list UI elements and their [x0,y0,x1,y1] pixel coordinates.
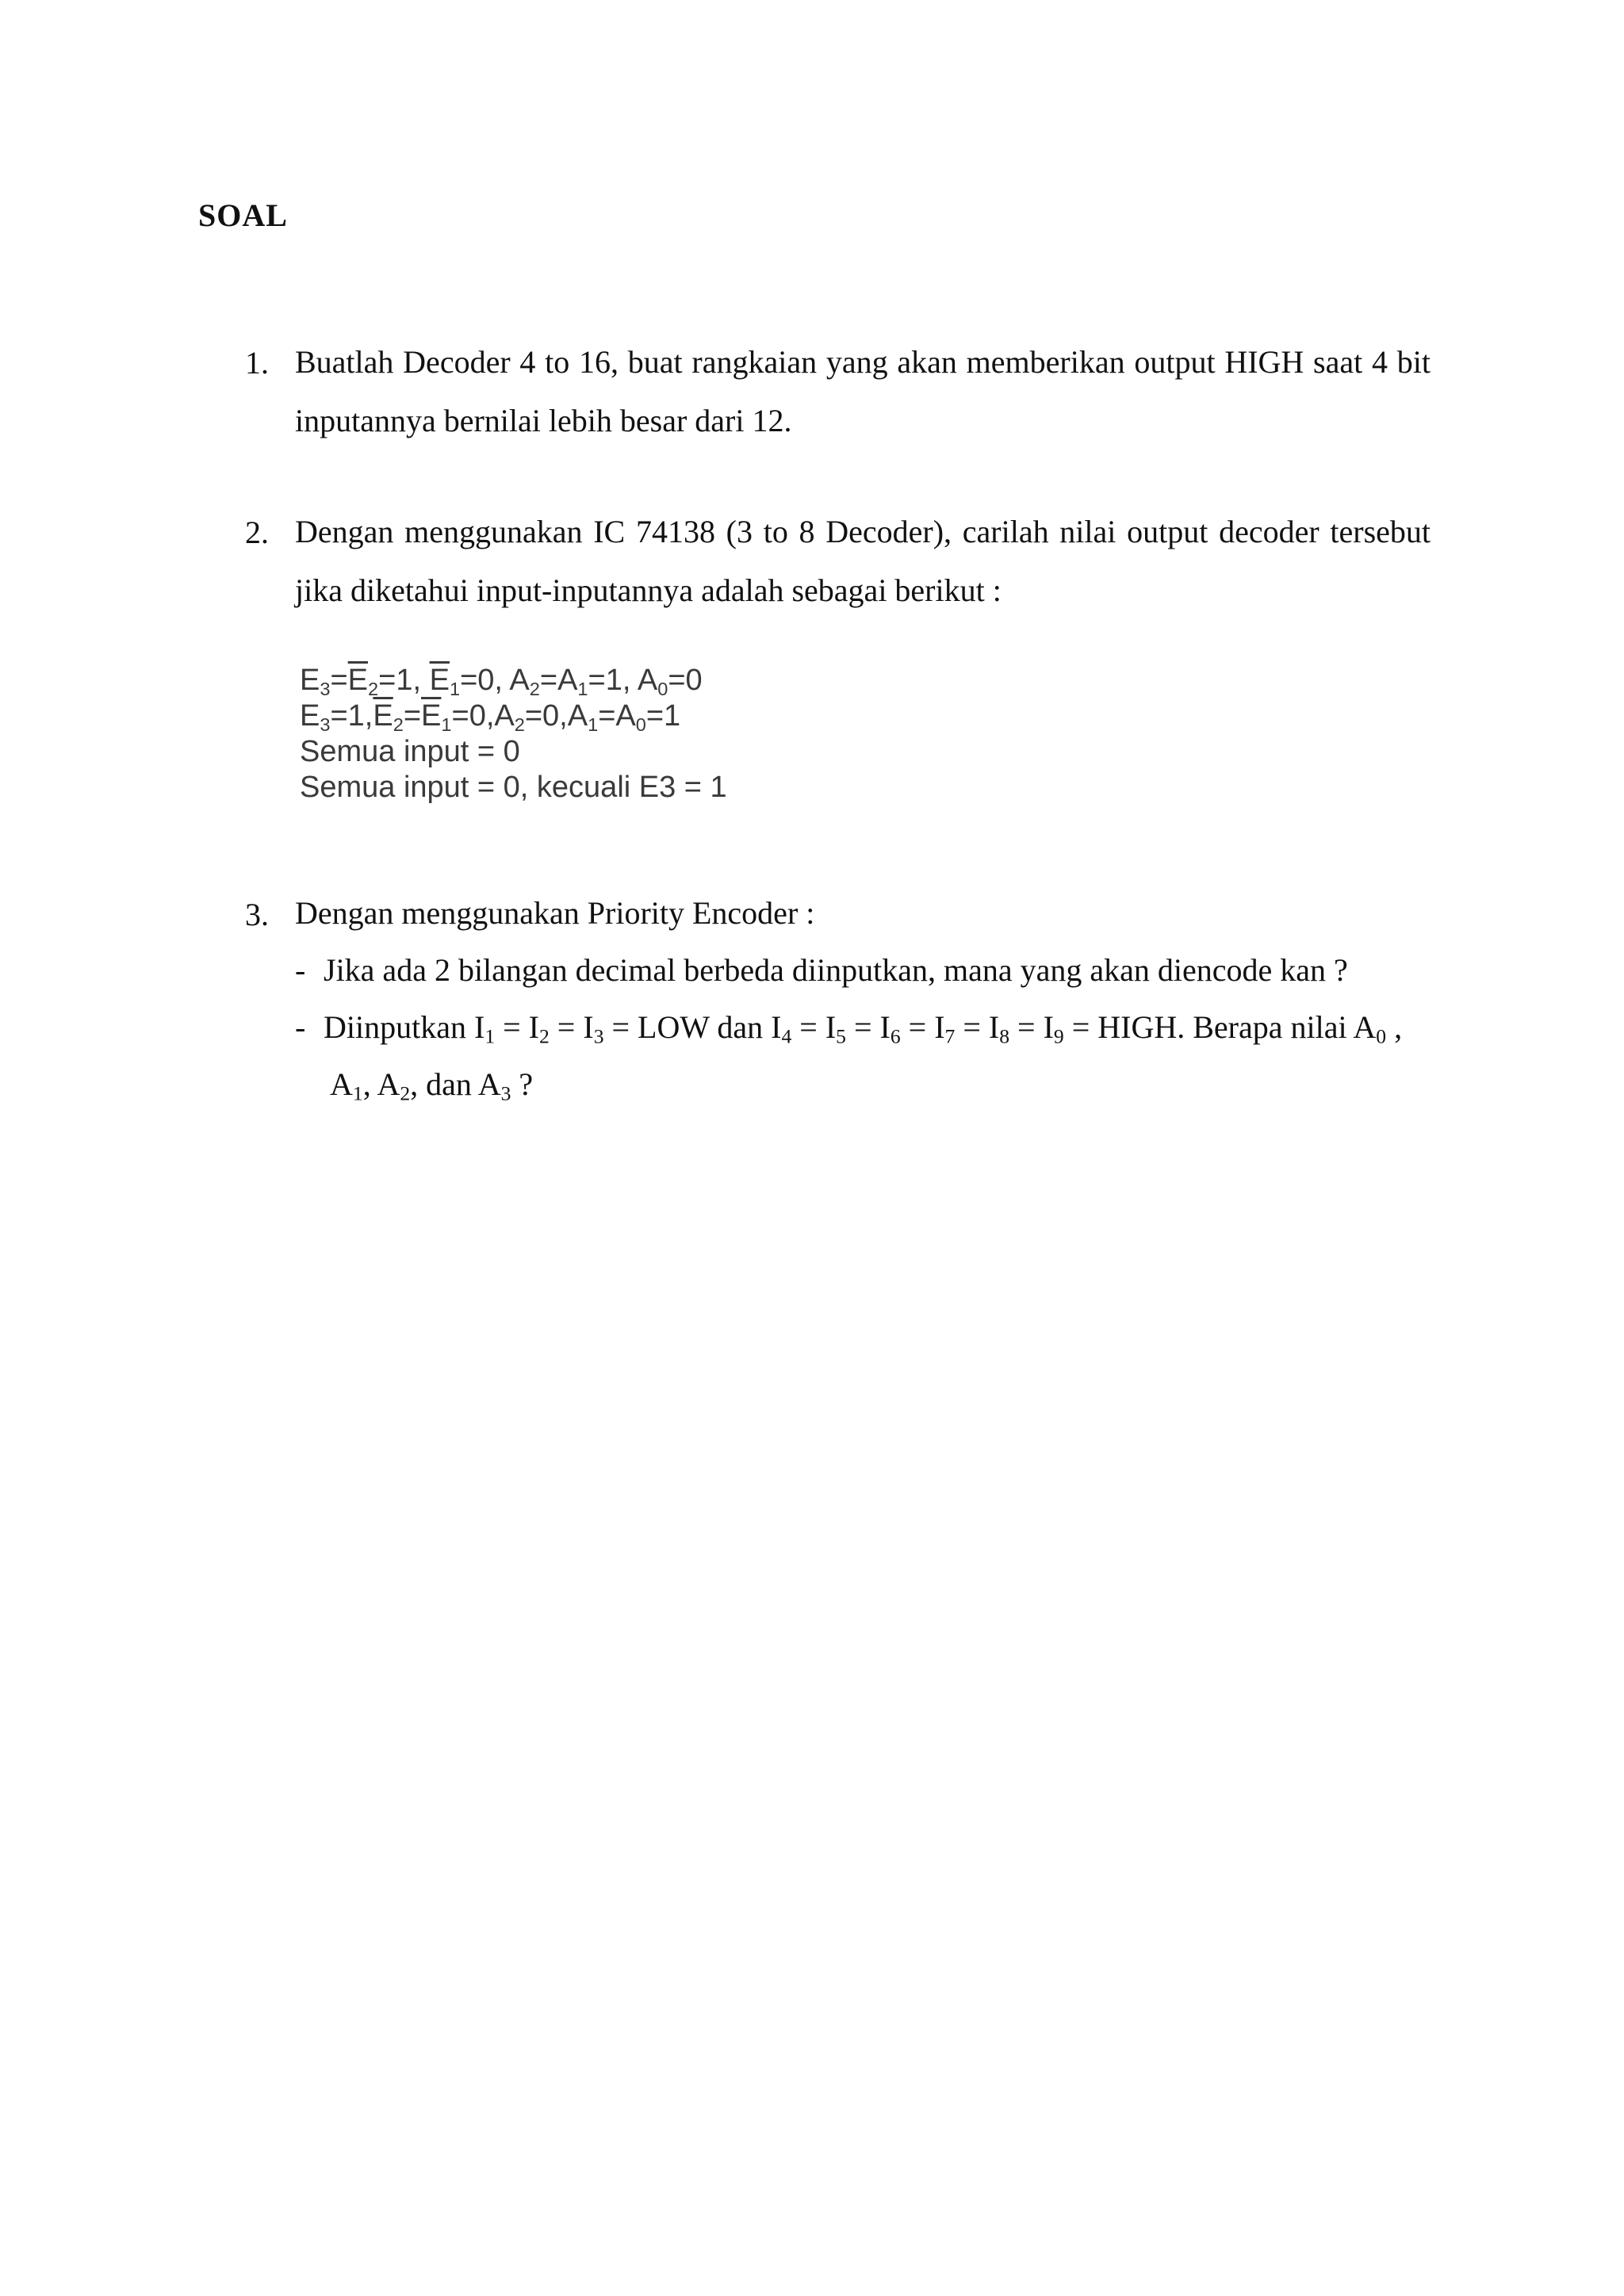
question-2-number: 2. [245,515,269,550]
question-3-number: 3. [245,897,269,932]
question-1-number: 1. [245,345,269,381]
page-title: SOAL [198,197,288,233]
question-2-text: Dengan menggunakan IC 74138 (3 to 8 Decoder), carilah nilai output decoder tersebut jika diketahui input-inputannya adalah sebagai berikut : [295,514,1431,608]
case-3: Semua input = 0 [300,735,520,768]
bullet-1: - [295,952,306,988]
question-3-item-2-line-2: $A_1$, $A_2$, dan $A_3$ ? [330,1066,534,1105]
question-3-item-1: Jika ada 2 bilangan decimal berbeda diinputkan, mana yang akan diencode kan ? [324,952,1348,988]
input-cases-image [300,663,727,806]
question-3-text: Dengan menggunakan Priority Encoder : [295,895,815,931]
case-1: $E_3=\overline{E}_2=1$, $\overline{E}_1=0$, $A_2=A_1=1$, $A_0=0$ [300,664,703,700]
question-1-text: Buatlah Decoder 4 to 16, buat rangkaian yang akan memberikan output HIGH saat 4 bit inputannya bernilai lebih besar dari 12. [295,344,1431,438]
question-3-item-2-line-1: Diinputkan $I_1 = I_2 = I_3$ = LOW dan $I_4 = I_5 = I_6 = I_7 = I_8 = I_9$ = HIGH. Berapa nilai $A_0$ , [324,1009,1403,1048]
case-2: $E_3=1,\overline{E}_2=\overline{E}_1=0,A_2=0,A_1=A_0=1$ [300,699,681,736]
case-4: Semua input = 0, kecuali E3 = 1 [300,771,727,804]
bullet-2: - [295,1009,306,1045]
